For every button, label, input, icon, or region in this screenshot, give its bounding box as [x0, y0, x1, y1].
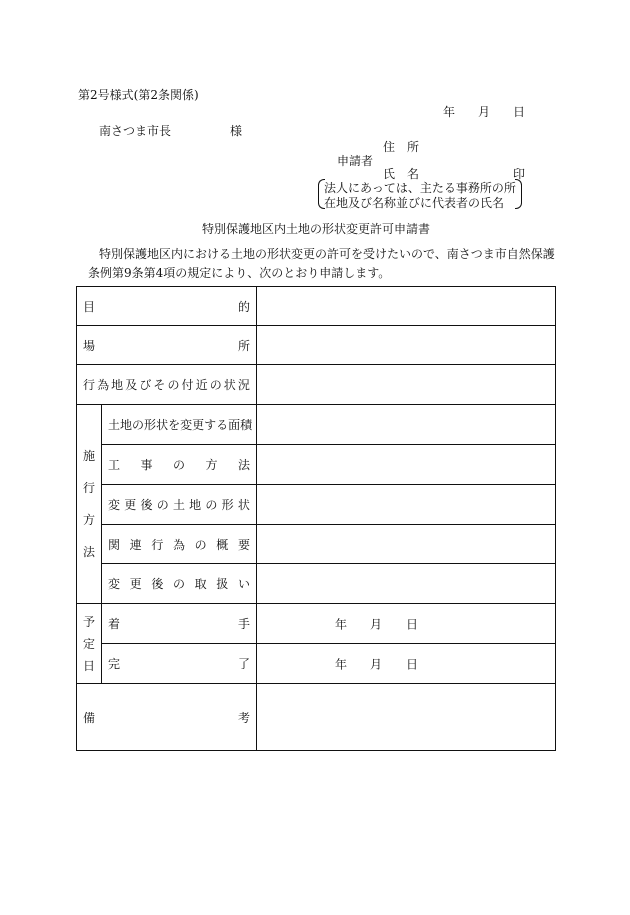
day-label: 日 — [512, 105, 525, 119]
row-shape-after — [77, 485, 556, 525]
body-text-line1: 特別保護地区内における土地の形状変更の許可を受けたいので、南さつま市自然保護 — [99, 247, 555, 261]
row-construction — [77, 445, 556, 485]
row-place — [77, 326, 556, 365]
construction-value[interactable] — [257, 445, 556, 485]
remarks-value[interactable] — [257, 684, 556, 751]
method-group-label: 施 行 方 法 — [77, 405, 102, 604]
shape-after-value[interactable] — [257, 485, 556, 525]
month-label: 月 — [477, 105, 490, 119]
document-title: 特別保護地区内土地の形状変更許可申請書 — [202, 222, 431, 236]
start-date-value[interactable]: 年 月 日 — [257, 604, 556, 644]
handling-label: 変 更 後 の 取 扱 い — [102, 564, 257, 604]
row-area — [77, 405, 556, 445]
body-text-line2: 条例第9条第4項の規定により、次のとおり申請します。 — [88, 266, 391, 280]
row-site — [77, 365, 556, 405]
start-label: 着 手 — [102, 604, 257, 644]
row-handling — [77, 564, 556, 604]
date-line — [443, 103, 525, 120]
construction-label: 工 事 の 方 法 — [102, 445, 257, 485]
addressee: 南さつま市長 — [99, 124, 172, 138]
handling-value[interactable] — [257, 564, 556, 604]
application-table — [76, 286, 556, 751]
related-value[interactable] — [257, 525, 556, 564]
name-label: 氏 名 — [383, 167, 419, 181]
site-label: 行 為 地 及 び そ の 付 近 の 状 況 — [77, 365, 257, 405]
row-finish — [77, 644, 556, 684]
related-label: 関 連 行 為 の 概 要 — [102, 525, 257, 564]
area-value[interactable] — [257, 405, 556, 445]
row-remarks — [77, 684, 556, 751]
remarks-label: 備 考 — [77, 684, 257, 751]
row-related — [77, 525, 556, 564]
site-value[interactable] — [257, 365, 556, 405]
shape-after-label: 変 更 後 の 土 地 の 形 状 — [102, 485, 257, 525]
finish-date-value[interactable]: 年 月 日 — [257, 644, 556, 684]
finish-label: 完 了 — [102, 644, 257, 684]
right-bracket — [515, 179, 522, 209]
corporate-note-line2: 在地及び名称並びに代表者の氏名 — [324, 196, 505, 210]
applicant-label: 申請者 — [337, 154, 374, 168]
address-label: 住 所 — [383, 140, 419, 154]
purpose-label: 目 的 — [77, 287, 257, 326]
schedule-group-label: 予 定 日 — [77, 604, 102, 684]
purpose-value[interactable] — [257, 287, 556, 326]
year-label: 年 — [443, 105, 456, 119]
seal-mark: 印 — [513, 167, 526, 181]
corporate-note-line1: 法人にあっては、主たる事務所の所 — [324, 181, 516, 195]
row-purpose — [77, 287, 556, 326]
addressee-honorific: 様 — [230, 124, 243, 138]
place-value[interactable] — [257, 326, 556, 365]
area-label: 土 地 の 形 状 を 変 更 す る 面 積 — [102, 405, 257, 445]
form-number: 第2号様式(第2条関係) — [78, 88, 199, 102]
place-label: 場 所 — [77, 326, 257, 365]
row-start — [77, 604, 556, 644]
corporate-note — [318, 179, 522, 209]
